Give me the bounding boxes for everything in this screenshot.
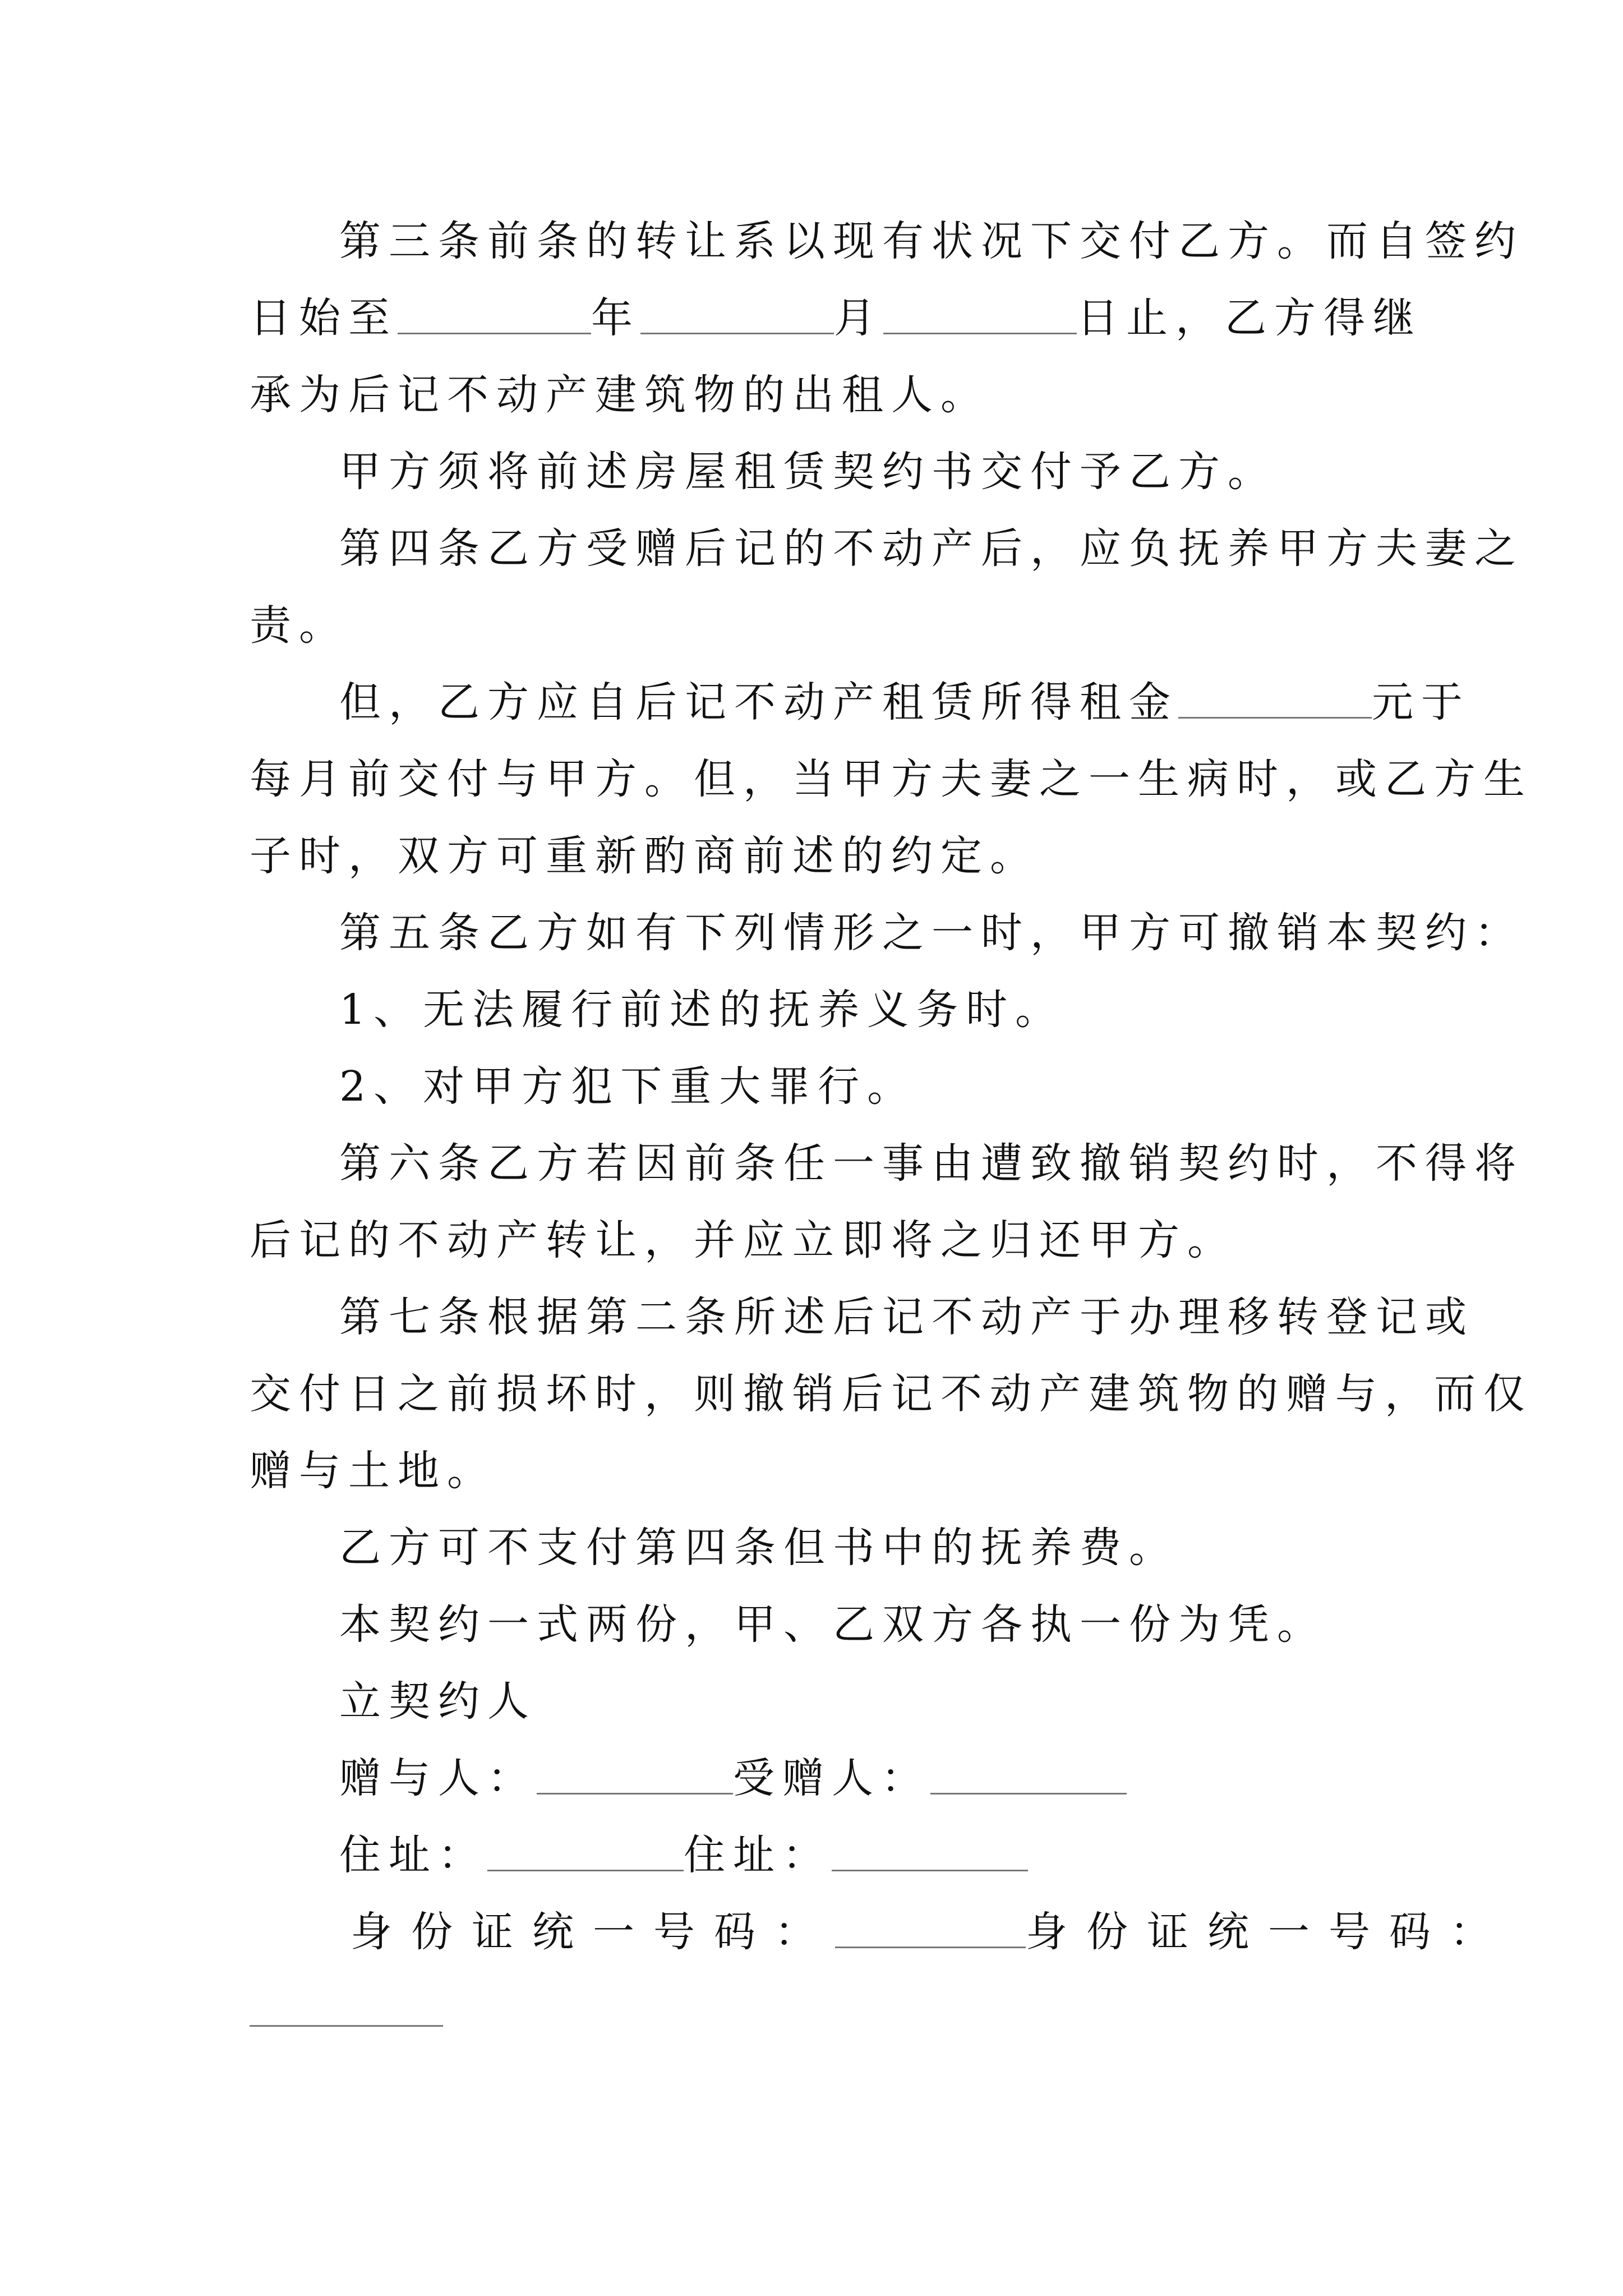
revocation-item-2: 2、对甲方犯下重大罪行。 — [339, 1062, 917, 1111]
day-blank[interactable] — [883, 293, 1077, 334]
article-3-end-text: 日止，乙方得继 — [1077, 294, 1422, 342]
donee-label: 受赠人： — [733, 1754, 930, 1802]
article-3-start-text: 日始至 — [250, 294, 398, 342]
copies-paragraph: 本契约一式两份，甲、乙双方各执一份为凭。 — [339, 1600, 1326, 1649]
signatories-heading: 立契约人 — [339, 1677, 537, 1726]
start-date-blank[interactable] — [398, 293, 591, 334]
year-label: 年 — [591, 294, 640, 342]
year-blank[interactable] — [640, 293, 834, 334]
month-label: 月 — [834, 294, 883, 342]
donor-address-label: 住址： — [339, 1831, 487, 1879]
article-7-line-2: 交付日之前损坏时，则撤销后记不动产建筑物的赠与，而仅 — [250, 1370, 1533, 1418]
support-fee-paragraph: 乙方可不支付第四条但书中的抚养费。 — [339, 1524, 1178, 1572]
article-7-line-1: 第七条根据第二条所述后记不动产于办理移转登记或 — [339, 1293, 1474, 1341]
donee-address-label: 住址： — [684, 1831, 832, 1879]
donee-id-label: 身份证统一号码： — [1026, 1908, 1510, 1956]
proviso-line-2: 每月前交付与甲方。但，当甲方夫妻之一生病时，或乙方生 — [250, 755, 1533, 803]
donor-id-label: 身份证统一号码： — [351, 1908, 835, 1956]
article-6-line-1: 第六条乙方若因前条任一事由遭致撤销契约时，不得将 — [339, 1139, 1524, 1188]
address-line — [250, 1817, 1478, 1894]
article-4-line-1: 第四条乙方受赠后记的不动产后，应负抚养甲方夫妻之 — [339, 524, 1524, 573]
donee-name-blank[interactable] — [930, 1754, 1127, 1795]
donee-address-blank[interactable] — [832, 1830, 1028, 1871]
proviso-line-1 — [250, 664, 1478, 741]
donor-name-blank[interactable] — [537, 1754, 733, 1795]
donor-donee-line — [250, 1740, 1478, 1817]
article-5-paragraph: 第五条乙方如有下列情形之一时，甲方可撤销本契约： — [339, 909, 1524, 957]
revocation-item-1: 1、无法履行前述的抚养义务时。 — [339, 986, 1065, 1034]
lease-transfer-paragraph: 甲方须将前述房屋租赁契约书交付予乙方。 — [339, 448, 1277, 496]
article-7-line-3: 赠与土地。 — [250, 1447, 496, 1495]
article-3-line-1: 第三条前条的转让系以现有状况下交付乙方。而自签约 — [339, 217, 1524, 265]
donor-label: 赠与人： — [339, 1754, 537, 1802]
article-3-line-3: 承为后记不动产建筑物的出租人。 — [250, 371, 990, 419]
id-number-line — [250, 1894, 1510, 1971]
currency-text: 元于 — [1372, 678, 1470, 726]
rent-clause-text: 但，乙方应自后记不动产租赁所得租金 — [339, 678, 1178, 726]
donor-address-blank[interactable] — [487, 1830, 684, 1871]
article-4-line-2: 责。 — [250, 601, 348, 650]
article-3-line-2 — [250, 280, 1422, 357]
proviso-line-3: 子时，双方可重新酌商前述的约定。 — [250, 832, 1039, 880]
donor-id-blank[interactable] — [835, 1907, 1026, 1948]
article-6-line-2: 后记的不动产转让，并应立即将之归还甲方。 — [250, 1216, 1237, 1264]
donee-id-blank[interactable] — [250, 2025, 443, 2027]
rent-amount-blank[interactable] — [1178, 678, 1372, 719]
